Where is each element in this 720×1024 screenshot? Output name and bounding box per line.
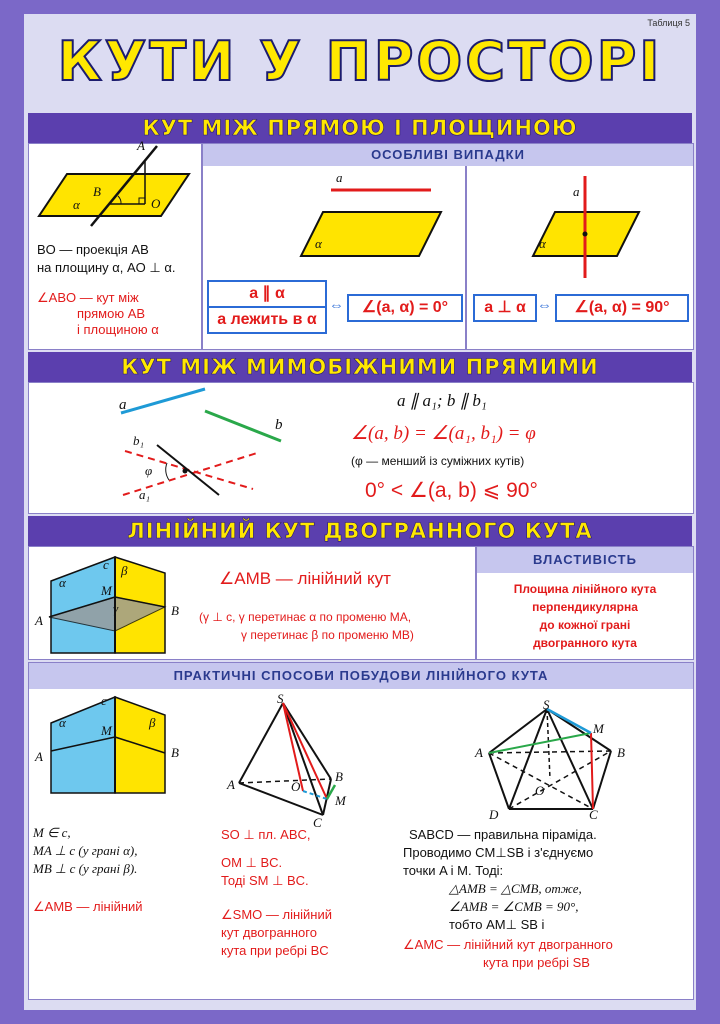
- special-label-a2: a: [573, 184, 580, 199]
- m2-C: C: [313, 815, 322, 830]
- s3-main-panel: [28, 546, 476, 660]
- angle-text-3: і площиною α: [77, 322, 159, 337]
- m1-B: B: [171, 745, 179, 760]
- m3-C: C: [589, 807, 598, 822]
- special-cases-header: ОСОБЛИВІ ВИПАДКИ: [203, 144, 693, 166]
- m3-text-3: точки A і M. Тоді:: [403, 863, 504, 878]
- section2-band: КУТ МІЖ МИМОБІЖНИМИ ПРЯМИМИ: [28, 352, 692, 382]
- special-cases-figures: [203, 166, 693, 296]
- parallel-condition: a ∥ a₁; b ∥ b₁: [397, 391, 487, 410]
- m1-text-3: MB ⊥ c (у грані β).: [33, 861, 138, 876]
- box-perpendicular: a ⊥ α: [473, 294, 537, 322]
- dihedral-beta: β: [121, 563, 128, 578]
- property-text-4: двогранного кута: [533, 636, 637, 650]
- s1-special-panel: [202, 143, 694, 350]
- m3-text-5: ∠AMB = ∠CMB = 90°,: [449, 899, 579, 914]
- skew-label-phi: φ: [145, 463, 153, 478]
- m2-text-6: кута при ребрі BC: [221, 943, 329, 958]
- projection-text-2: на площину α, AO ⊥ α.: [37, 260, 176, 275]
- property-text-1: Площина лінійного кута: [513, 582, 657, 596]
- dihedral-figure: [29, 547, 189, 659]
- page-title: КУТИ У ПРОСТОРІ: [57, 30, 663, 93]
- m3-text-8: кута при ребрі SB: [483, 955, 590, 970]
- m2-M: M: [335, 793, 346, 808]
- special-label-a1: a: [336, 170, 343, 185]
- label-O: O: [151, 196, 161, 211]
- skew-angle-note: (φ — менший із суміжних кутів): [351, 454, 525, 468]
- m3-S: S: [543, 697, 550, 712]
- linear-condition-1: (γ ⊥ c, γ перетинає α по променю MA,: [199, 610, 412, 624]
- skew-label-b: b: [275, 417, 283, 433]
- skew-angle-range: 0° < ∠(a, b) ⩽ 90°: [365, 479, 538, 502]
- m2-text-2: OM ⊥ BC.: [221, 855, 283, 870]
- m3-text-2: Проводимо CM⊥SB і з'єднуємо: [403, 845, 594, 860]
- m2-B: B: [335, 769, 343, 784]
- dihedral-c: c: [103, 557, 109, 572]
- linear-condition-2: γ перетинає β по променю MB): [241, 628, 414, 642]
- m1-text-4: ∠AMB — лінійний: [33, 899, 143, 914]
- section1-band: КУТ МІЖ ПРЯМОЮ І ПЛОЩИНОЮ: [28, 113, 692, 143]
- s1-main-panel: [28, 138, 202, 350]
- skew-angle-formula: ∠(a, b) = ∠(a₁, b₁) = φ: [351, 423, 536, 444]
- pyramid-figure: [453, 689, 673, 839]
- m3-text-7: ∠AMC — лінійний кут двогранного: [403, 937, 613, 952]
- projection-text-1: BO — проекція AB: [37, 242, 149, 257]
- m1-A: A: [35, 749, 43, 764]
- special-label-alpha2: α: [539, 236, 546, 251]
- angle-text-1: ∠ABO — кут між: [37, 290, 139, 305]
- m3-D: D: [489, 807, 499, 822]
- dihedral-A: A: [35, 613, 43, 628]
- m1-M: M: [101, 723, 112, 738]
- m2-O: O: [291, 779, 301, 794]
- tetrahedron-figure: [205, 689, 365, 839]
- dihedral-alpha: α: [59, 575, 66, 590]
- m1-text-1: M ∈ c,: [33, 825, 71, 840]
- dihedral-B: B: [171, 603, 179, 618]
- m1-alpha: α: [59, 715, 66, 730]
- skew-label-b1: b₁: [133, 433, 145, 448]
- box-angle-zero: ∠(a, α) = 0°: [347, 294, 463, 322]
- m3-B: B: [617, 745, 625, 760]
- m3-text-1: SABCD — правильна піраміда.: [409, 827, 597, 842]
- label-A: A: [137, 138, 145, 153]
- skew-lines-figure: [29, 383, 329, 513]
- property-header: ВЛАСТИВІСТЬ: [477, 547, 693, 573]
- m3-text-4: △AMB = △CMB, отже,: [449, 881, 582, 896]
- m2-text-5: кут двогранного: [221, 925, 317, 940]
- table-number: Таблиця 5: [647, 18, 690, 28]
- equivalence-arrow-1: ⇔: [329, 297, 344, 314]
- linear-angle-text: ∠AMB — лінійний кут: [219, 569, 391, 588]
- m3-M: M: [593, 721, 604, 736]
- skew-label-a1: a₁: [139, 487, 151, 502]
- m1-c: c: [101, 693, 107, 708]
- box-lies-in: a лежить в α: [207, 306, 327, 334]
- section3-band: ЛІНІЙНИЙ КУТ ДВОГРАННОГО КУТА: [28, 516, 692, 546]
- m3-A: A: [475, 745, 483, 760]
- label-B: B: [93, 184, 101, 199]
- m2-A: A: [227, 777, 235, 792]
- m2-text-4: ∠SMO — лінійний: [221, 907, 332, 922]
- s3-property-panel: [476, 546, 694, 660]
- m1-text-2: MA ⊥ c (у грані α),: [33, 843, 138, 858]
- m1-beta: β: [149, 715, 156, 730]
- dihedral-gamma: γ: [113, 601, 119, 616]
- special-label-alpha1: α: [315, 236, 322, 251]
- angle-text-2: прямою AB: [77, 306, 146, 321]
- m3-O: O: [535, 783, 545, 798]
- skew-label-a: a: [119, 397, 127, 413]
- box-angle-ninety: ∠(a, α) = 90°: [555, 294, 689, 322]
- dihedral-M: M: [101, 583, 112, 598]
- m3-text-6: тобто AM⊥ SB і: [449, 917, 545, 932]
- property-text-2: перпендикулярна: [532, 600, 638, 614]
- s4-panel: [28, 662, 694, 1000]
- equivalence-arrow-2: ⇔: [537, 297, 552, 314]
- box-parallel: a ∥ α: [207, 280, 327, 308]
- m2-text-3: Тоді SM ⊥ BC.: [221, 873, 309, 888]
- label-alpha: α: [73, 197, 80, 212]
- m2-text-1: SO ⊥ пл. ABC,: [221, 827, 311, 842]
- practical-methods-header: ПРАКТИЧНІ СПОСОБИ ПОБУДОВИ ЛІНІЙНОГО КУТА: [29, 663, 693, 689]
- s2-panel: [28, 382, 694, 514]
- property-text-3: до кожної грані: [539, 618, 631, 632]
- m2-S: S: [277, 691, 284, 706]
